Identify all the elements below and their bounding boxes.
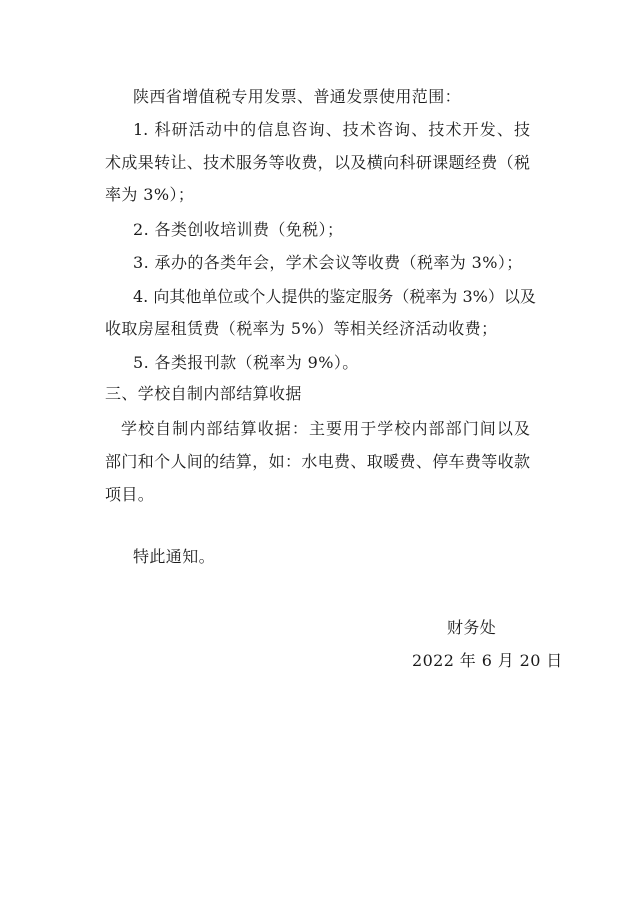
item-1-line-3: 率为 3%）； xyxy=(105,185,195,204)
signature-department: 财务处 xyxy=(447,618,497,637)
closing-line: 特此通知。 xyxy=(133,547,216,566)
section-3-heading: 三、学校自制内部结算收据 xyxy=(105,384,302,403)
intro-line: 陕西省增值税专用发票、普通发票使用范围： xyxy=(133,87,462,106)
item-2-line-1: 2. 各类创收培训费（免税）； xyxy=(133,220,344,239)
section-3-body-line-1: 学校自制内部结算收据：主要用于学校内部部门间以及 xyxy=(121,419,530,438)
section-3-body-line-2: 部门和个人间的结算，如：水电费、取暖费、停车费等收款 xyxy=(105,452,530,471)
item-3-line-1: 3. 承办的各类年会，学术会议等收费（税率为 3%）； xyxy=(133,253,523,272)
section-3-body-line-3: 项目。 xyxy=(105,485,155,504)
item-4-line-2: 收取房屋租赁费（税率为 5%）等相关经济活动收费； xyxy=(105,319,498,338)
item-1-line-1: 1. 科研活动中的信息咨询、技术咨询、技术开发、技 xyxy=(133,120,530,139)
item-5-line-1: 5. 各类报刊款（税率为 9%）。 xyxy=(133,353,359,372)
item-4-line-1: 4. 向其他单位或个人提供的鉴定服务（税率为 3%）以及 xyxy=(133,287,536,306)
item-1-line-2: 术成果转让、技术服务等收费，以及横向科研课题经费（税 xyxy=(105,153,530,172)
signature-date: 2022 年 6 月 20 日 xyxy=(412,651,563,670)
